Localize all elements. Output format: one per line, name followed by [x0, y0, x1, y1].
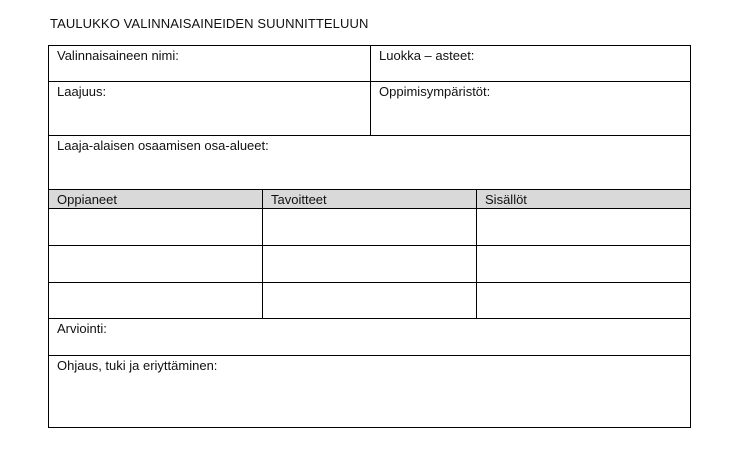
column-header-goals: Tavoitteet — [263, 190, 477, 209]
assessment-cell[interactable] — [49, 319, 691, 356]
table-row — [49, 136, 691, 190]
table-row — [49, 209, 691, 246]
competence-areas-cell[interactable] — [49, 136, 691, 190]
contents-cell[interactable] — [477, 209, 691, 246]
guidance-label: Ohjaus, tuki ja eriyttäminen: — [57, 358, 218, 373]
subject-name-label: Valinnaisaineen nimi: — [57, 48, 179, 63]
contents-cell[interactable] — [477, 283, 691, 319]
subject-name-cell[interactable] — [49, 46, 371, 82]
planning-table — [48, 45, 691, 428]
column-header-contents: Sisällöt — [477, 190, 691, 209]
scope-cell[interactable] — [49, 82, 371, 136]
subjects-cell[interactable] — [49, 209, 263, 246]
subjects-cell[interactable] — [49, 283, 263, 319]
goals-cell[interactable] — [263, 283, 477, 319]
environments-label: Oppimisympäristöt: — [379, 84, 491, 99]
table-row — [49, 82, 691, 136]
grades-label: Luokka – asteet: — [379, 48, 475, 63]
grades-cell[interactable] — [371, 46, 691, 82]
subjects-cell[interactable] — [49, 246, 263, 283]
goals-cell[interactable] — [263, 209, 477, 246]
table-row — [49, 283, 691, 319]
scope-label: Laajuus: — [57, 84, 107, 99]
table-row — [49, 319, 691, 356]
contents-cell[interactable] — [477, 246, 691, 283]
guidance-cell[interactable] — [49, 356, 691, 428]
table-row — [49, 356, 691, 428]
competence-areas-label: Laaja-alaisen osaamisen osa-alueet: — [57, 138, 269, 153]
assessment-label: Arviointi: — [57, 321, 107, 336]
goals-cell[interactable] — [263, 246, 477, 283]
column-header-subjects: Oppianeet — [49, 190, 263, 209]
environments-cell[interactable] — [371, 82, 691, 136]
document-title: TAULUKKO VALINNAISAINEIDEN SUUNNITTELUUN — [50, 16, 369, 31]
column-header-row — [49, 190, 691, 209]
table-row — [49, 46, 691, 82]
table-row — [49, 246, 691, 283]
